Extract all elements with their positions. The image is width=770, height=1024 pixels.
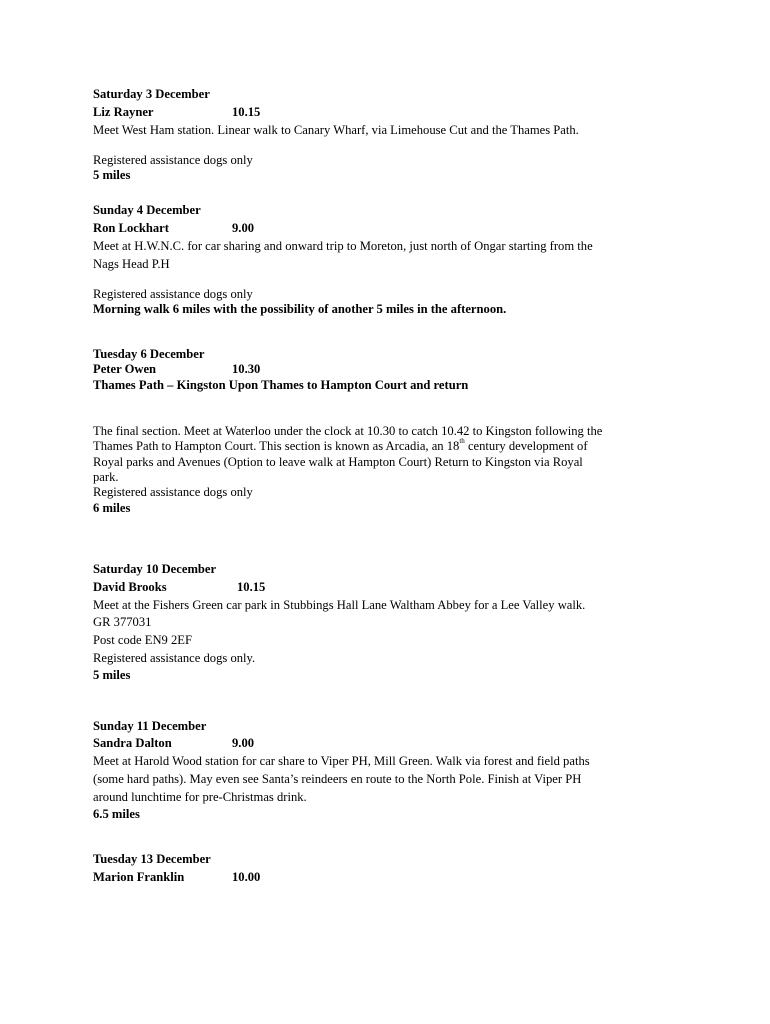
walk-description-part: Thames Path to Hampton Court. This section is known as Arcadia, an 18	[93, 439, 460, 453]
walk-leader: Marion Franklin	[93, 870, 185, 884]
walk-description: Meet at the Fishers Green car park in Stubbings Hall Lane Waltham Abbey for a Lee Valley walk.	[93, 598, 586, 612]
walk-time: 10.30	[232, 362, 261, 376]
walk-description: Nags Head P.H	[93, 257, 170, 271]
walk-description: Post code EN9 2EF	[93, 633, 192, 647]
walk-time: 9.00	[232, 221, 255, 235]
walk-time: 9.00	[232, 736, 255, 750]
walk-distance: 5 miles	[93, 168, 131, 182]
walk-description: (some hard paths). May even see Santa’s reindeers en route to the North Pole. Finish at Viper PH	[93, 772, 582, 786]
ordinal-suffix: th	[459, 437, 465, 445]
walk-time: 10.15	[232, 105, 261, 119]
walk-date: Tuesday 6 December	[93, 347, 205, 361]
walk-title: Thames Path – Kingston Upon Thames to Hampton Court and return	[93, 378, 469, 392]
walk-description: GR 377031	[93, 615, 152, 629]
walk-dogs-note: Registered assistance dogs only	[93, 287, 253, 301]
walk-dogs-note: Registered assistance dogs only	[93, 485, 253, 499]
walk-distance: 6.5 miles	[93, 807, 140, 821]
walk-dogs-note: Registered assistance dogs only	[93, 153, 253, 167]
walk-leader: Ron Lockhart	[93, 221, 169, 235]
walk-description	[93, 439, 588, 454]
walk-distance: Morning walk 6 miles with the possibility of another 5 miles in the afternoon.	[93, 302, 507, 316]
walk-date: Sunday 4 December	[93, 203, 201, 217]
walk-description: The final section. Meet at Waterloo under the clock at 10.30 to catch 10.42 to Kingston following the	[93, 424, 603, 438]
walk-distance: 6 miles	[93, 501, 131, 515]
walk-leader: Sandra Dalton	[93, 736, 172, 750]
walk-date: Saturday 10 December	[93, 562, 217, 576]
walk-leader: Liz Rayner	[93, 105, 154, 119]
walk-date: Sunday 11 December	[93, 719, 207, 733]
walk-description: Royal parks and Avenues (Option to leave walk at Hampton Court) Return to Kingston via Royal	[93, 455, 583, 469]
walk-dogs-note: Registered assistance dogs only.	[93, 651, 256, 665]
walk-description-part: century development of	[464, 439, 588, 453]
walk-description: Meet West Ham station. Linear walk to Canary Wharf, via Limehouse Cut and the Thames Path.	[93, 123, 579, 137]
walk-leader: Peter Owen	[93, 362, 157, 376]
walk-description: around lunchtime for pre-Christmas drink.	[93, 790, 307, 804]
walk-description: Meet at H.W.N.C. for car sharing and onward trip to Moreton, just north of Ongar starting from the	[93, 239, 593, 253]
walk-description: Meet at Harold Wood station for car share to Viper PH, Mill Green. Walk via forest and field paths	[93, 754, 590, 768]
walk-date: Saturday 3 December	[93, 87, 210, 101]
walk-distance: 5 miles	[93, 668, 131, 682]
walk-date: Tuesday 13 December	[93, 852, 211, 866]
walk-time: 10.00	[232, 870, 261, 884]
walk-description: park.	[93, 470, 119, 484]
walk-leader: David Brooks	[93, 580, 167, 594]
walk-time: 10.15	[237, 580, 266, 594]
